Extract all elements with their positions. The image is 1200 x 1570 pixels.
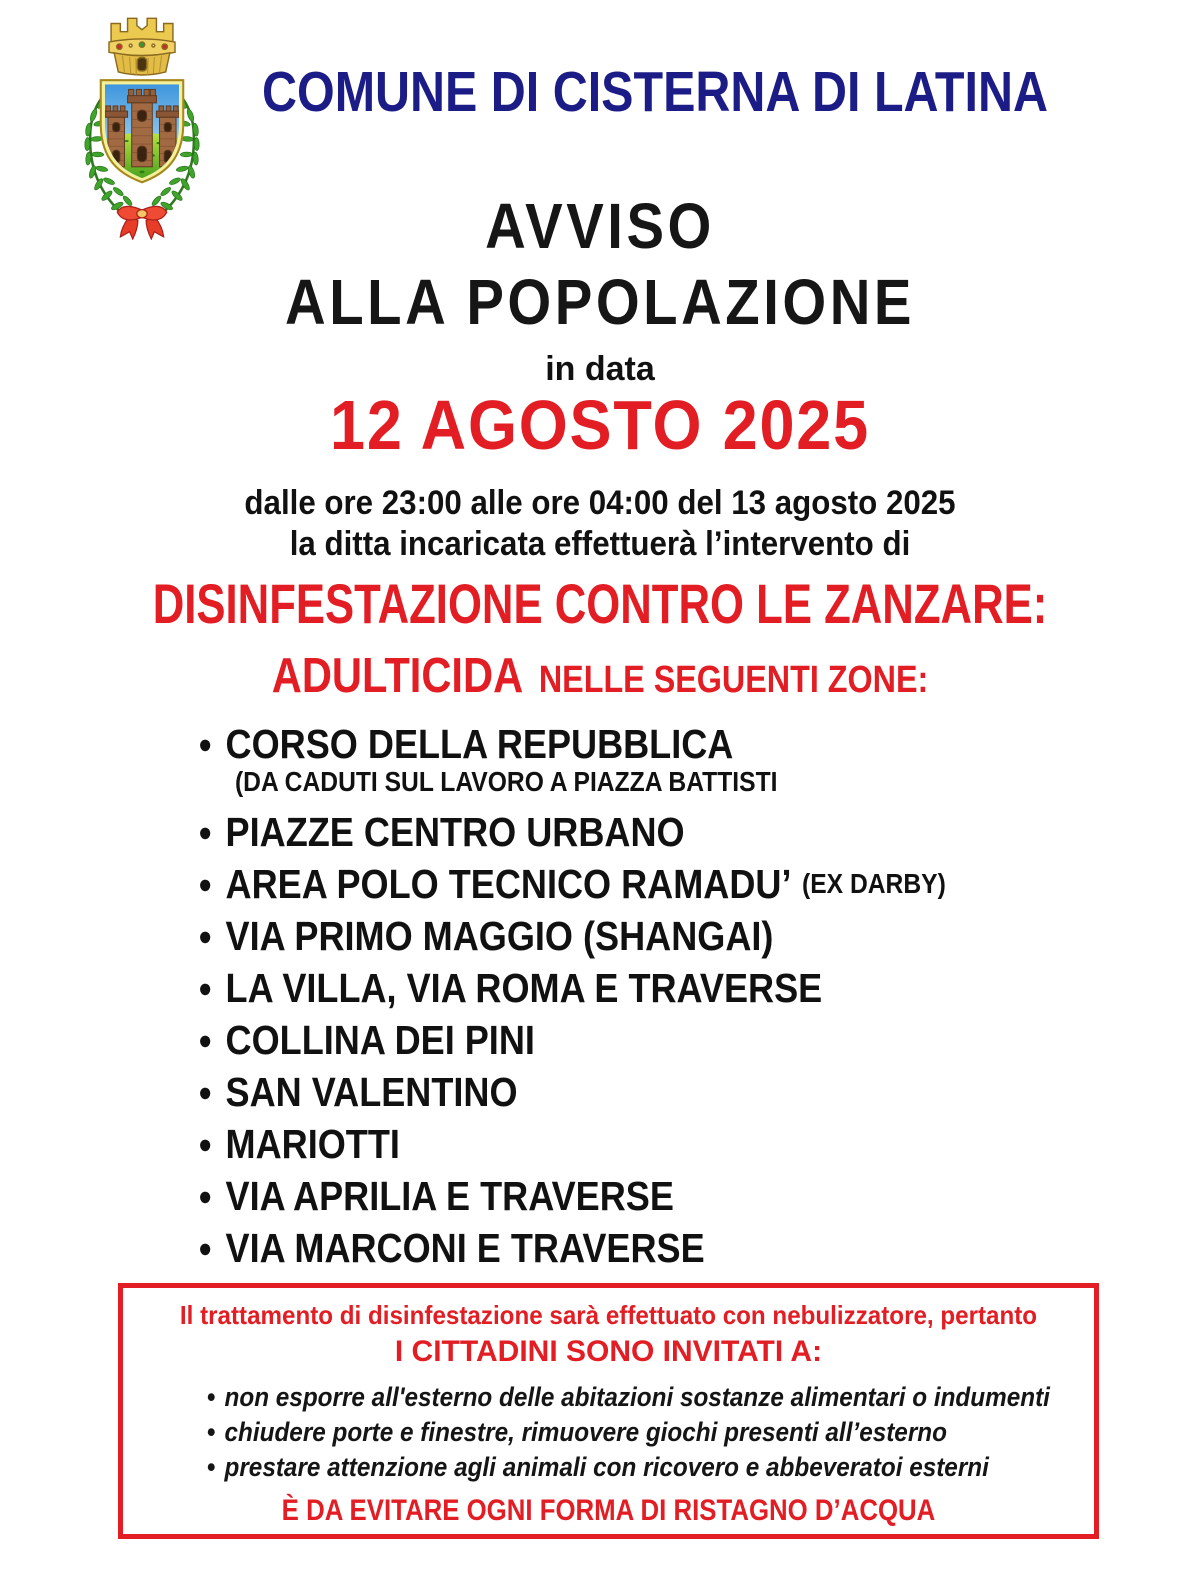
bullet-icon: ● xyxy=(198,1180,213,1211)
treatment-title: DISINFESTAZIONE CONTRO LE ZANZARE: xyxy=(152,572,1048,635)
treatment-zones-intro: NELLE SEGUENTI ZONE: xyxy=(538,659,929,701)
zone-item: ● SAN VALENTINO xyxy=(198,1068,518,1115)
bullet-icon: • xyxy=(207,1417,216,1447)
warning-intro: Il trattamento di disinfestazione sarà effettuato con nebulizzatore, pertanto xyxy=(179,1300,1038,1330)
zone-item: ● COLLINA DEI PINI xyxy=(198,1016,535,1063)
treatment-subtitle xyxy=(90,649,1110,703)
bullet-icon: ● xyxy=(198,1128,213,1159)
notice-title-line2: ALLA POPOLAZIONE xyxy=(285,266,915,338)
zone-item: ● VIA PRIMO MAGGIO (SHANGAI) xyxy=(198,912,774,959)
notice-title-line1: AVVISO xyxy=(485,190,715,262)
zone-item: ● PIAZZE CENTRO URBANO xyxy=(198,808,685,855)
treatment-type: ADULTICIDA xyxy=(271,649,524,703)
zone-item-subtext: (DA CADUTI SUL LAVORO A PIAZZA BATTISTI xyxy=(234,766,778,797)
zone-item: ● LA VILLA, VIA ROMA E TRAVERSE xyxy=(198,964,823,1011)
warning-instruction: • chiudere porte e finestre, rimuovere giochi presenti all’esterno xyxy=(207,1417,947,1447)
notice-date: 12 AGOSTO 2025 xyxy=(330,386,870,464)
bullet-icon: ● xyxy=(198,972,213,1003)
zone-item: ● VIA APRILIA E TRAVERSE xyxy=(198,1172,674,1219)
zone-item: ● CORSO DELLA REPUBBLICA (DA CADUTI SUL LAVORO A PIAZZA BATTISTI xyxy=(198,718,946,796)
zone-item: ● VIA MARCONI E TRAVERSE xyxy=(198,1224,705,1271)
zone-item-suffix: (EX DARBY) xyxy=(802,868,946,899)
bullet-icon: ● xyxy=(198,920,213,951)
zones-list xyxy=(198,718,946,1274)
warning-instruction: • prestare attenzione agli animali con ricovero e abbeveratoi esterni xyxy=(207,1452,989,1482)
bullet-icon: • xyxy=(207,1452,216,1482)
warning-instructions xyxy=(207,1380,1050,1485)
warning-heading: I CITTADINI SONO INVITATI A: xyxy=(394,1335,823,1368)
schedule-line: dalle ore 23:00 alle ore 04:00 del 13 agosto 2025 xyxy=(244,484,956,522)
bullet-icon: • xyxy=(207,1382,216,1412)
municipality-name: COMUNE DI CISTERNA DI LATINA xyxy=(262,60,1048,124)
bullet-icon: ● xyxy=(198,728,213,759)
zone-item: ● AREA POLO TECNICO RAMADU’ (EX DARBY) xyxy=(198,860,946,907)
warning-instruction: • non esporre all'esterno delle abitazioni sostanze alimentari o indumenti xyxy=(207,1382,1050,1412)
bullet-icon: ● xyxy=(198,1076,213,1107)
bullet-icon: ● xyxy=(198,1024,213,1055)
warning-footer: È DA EVITARE OGNI FORMA DI RISTAGNO D’ACQUA xyxy=(281,1494,936,1527)
bullet-icon: ● xyxy=(198,1232,213,1263)
company-line: la ditta incaricata effettuerà l’intervento di xyxy=(289,525,911,563)
zone-item: ● MARIOTTI xyxy=(198,1120,400,1167)
bullet-icon: ● xyxy=(198,816,213,847)
bullet-icon: ● xyxy=(198,868,213,899)
date-intro: in data xyxy=(545,350,655,388)
warning-box xyxy=(118,1283,1099,1539)
